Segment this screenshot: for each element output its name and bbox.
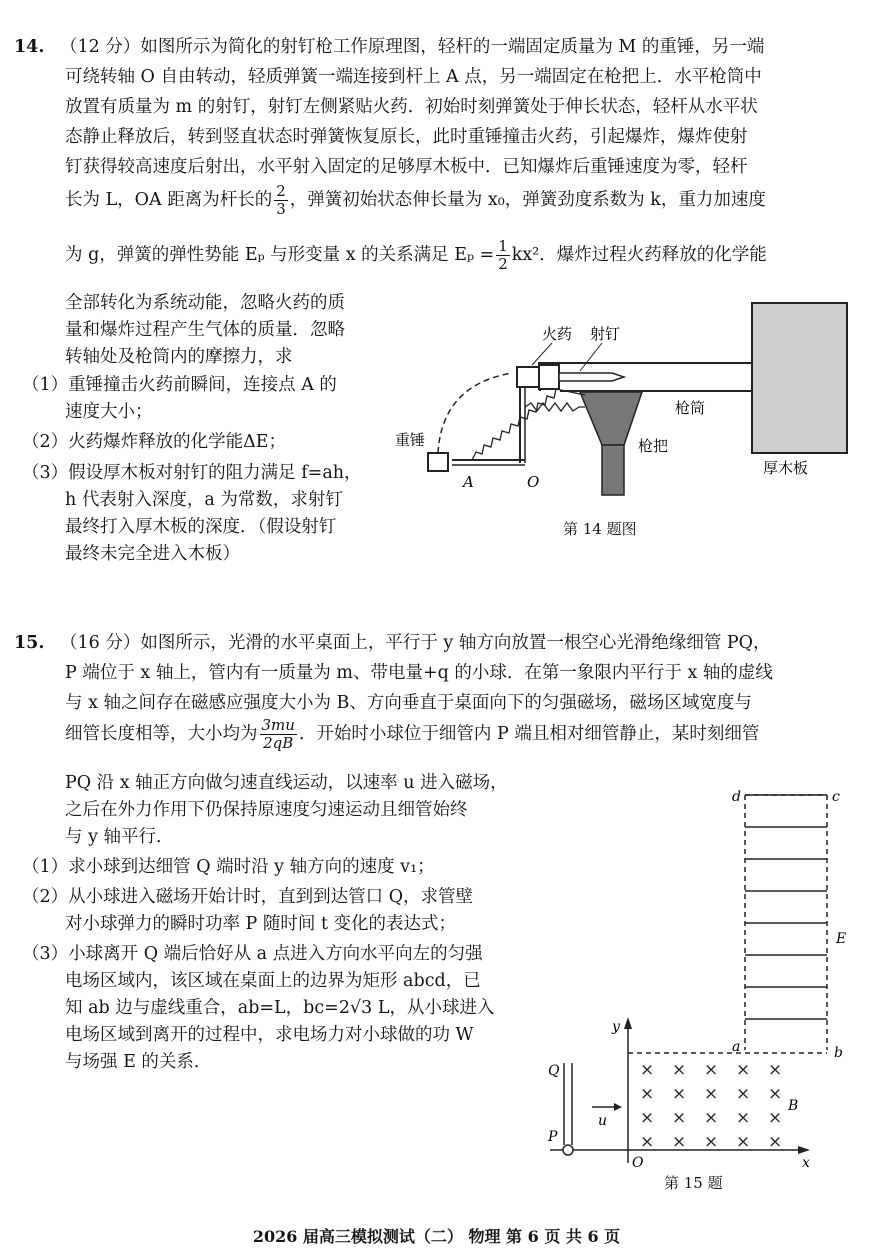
q15-sub3-line-1: （3）小球离开 Q 端后恰好从 a 点进入方向水平向左的匀强 — [22, 944, 483, 964]
svg-text:×: × — [768, 1084, 783, 1104]
label-hammer: 重锤 — [395, 431, 426, 449]
svg-text:×: × — [640, 1060, 655, 1080]
svg-text:×: × — [704, 1132, 719, 1152]
figure-15-caption: 第 15 题 — [664, 1174, 723, 1192]
fraction-one-half: $\frac{1}{2}$ — [498, 237, 508, 273]
svg-text:×: × — [704, 1108, 719, 1128]
q14-line-5: 钉获得较高速度后射出，水平射入固定的足够厚木板中．已知爆炸后重锤速度为零，轻杆 — [65, 157, 748, 177]
nail — [559, 373, 624, 381]
svg-text:×: × — [736, 1132, 751, 1152]
q14-sub3-line-4: 最终未完全进入木板） — [65, 544, 240, 564]
svg-text:×: × — [736, 1108, 751, 1128]
q15-left-line-3: 与 y 轴平行． — [65, 827, 174, 847]
q15-sub2-line-1: （2）从小球进入磁场开始计时，直到到达管口 Q，求管壁 — [22, 887, 474, 907]
q14-sub1-line-1: （1）重锤撞击火药前瞬间，连接点 A 的 — [22, 375, 337, 395]
q15-left-line-1: PQ 沿 x 轴正方向做匀速直线运动，以速率 u 进入磁场， — [65, 773, 508, 793]
label-a: a — [732, 1039, 741, 1055]
q14-left-line-2: 量和爆炸过程产生气体的质量．忽略 — [65, 320, 345, 340]
spring-stretched — [472, 389, 585, 460]
figure-14-nail-gun — [380, 295, 860, 545]
q14-line-3: 放置有质量为 m 的射钉，射钉左侧紧贴火药．初始时刻弹簧处于伸长状态，轻杆从水平状 — [65, 97, 758, 117]
q14-line-7: 为 g，弹簧的弹性势能 Eₚ 与形变量 x 的关系满足 Eₚ = $\frac{1}{2}$ kx²．爆炸过程火药释放的化学能 — [65, 237, 767, 273]
x-axis-arrow — [798, 1146, 810, 1154]
svg-text:×: × — [640, 1108, 655, 1128]
q15-line-1: （16 分）如图所示，光滑的水平桌面上，平行于 y 轴方向放置一根空心光滑绝缘细管 PQ， — [60, 633, 771, 653]
svg-text:×: × — [768, 1060, 783, 1080]
label-barrel: 枪筒 — [675, 399, 706, 417]
svg-text:×: × — [736, 1084, 751, 1104]
label-x: x — [802, 1155, 810, 1171]
label-board: 厚木板 — [763, 459, 809, 477]
q14-left-line-1: 全部转化为系统动能，忽略火药的质 — [65, 293, 345, 313]
label-E: E — [836, 931, 847, 947]
label-y: y — [612, 1019, 620, 1035]
q14-sub2: （2）火药爆炸释放的化学能ΔE； — [22, 432, 287, 452]
fraction-3mu-2qB: $\frac{3mu}{2qB}$ — [261, 716, 295, 752]
fraction-two-thirds: $\frac{2}{3}$ — [276, 182, 286, 218]
hammer-path-arc — [438, 373, 512, 453]
svg-text:×: × — [640, 1132, 655, 1152]
q14-sub3-line-2: h 代表射入深度，a 为常数，求射钉 — [65, 490, 343, 510]
spring-vertical-state — [525, 403, 585, 411]
label-P: P — [548, 1129, 558, 1145]
q15-line-4: 细管长度相等，大小均为 $\frac{3mu}{2qB}$ ．开始时小球位于细管内 P 端且相对细管静止，某时刻细管 — [65, 716, 760, 752]
label-u: u — [598, 1113, 608, 1129]
figure-15-field-diagram — [540, 785, 860, 1180]
label-handle: 枪把 — [638, 437, 669, 455]
q14-line-4: 态静止释放后，转到竖直状态时弹簧恢复原长，此时重锤撞击火药，引起爆炸，爆炸使射 — [65, 127, 748, 147]
label-B: B — [788, 1098, 799, 1114]
label-b: b — [834, 1045, 843, 1061]
q15-sub3-line-2: 电场区域内，该区域在桌面上的边界为矩形 abcd，已 — [65, 971, 481, 991]
q15-sub2-line-2: 对小球弹力的瞬时功率 P 随时间 t 变化的表达式； — [65, 914, 457, 934]
page-footer: 2026 届高三模拟测试（二） 物理 第 6 页 共 6 页 — [252, 1227, 621, 1246]
nail-block — [539, 365, 559, 389]
figure-14-caption: 第 14 题图 — [563, 520, 637, 538]
magnetic-field-crosses — [640, 1060, 782, 1152]
label-nail: 射钉 — [590, 325, 621, 343]
y-axis-arrow — [624, 1017, 632, 1029]
q14-sub3-line-1: （3）假设厚木板对射钉的阻力满足 f=ah， — [22, 463, 362, 483]
svg-text:×: × — [672, 1132, 687, 1152]
gun-handle — [602, 445, 624, 495]
q15-line-3: 与 x 轴之间存在磁感应强度大小为 B、方向垂直于桌面向下的匀强磁场，磁场区域宽度与 — [65, 693, 752, 713]
q14-number: 14. — [14, 37, 45, 57]
q15-left-line-2: 之后在外力作用下仍保持原速度匀速运动且细管始终 — [65, 800, 468, 820]
q14-line-1: （12 分）如图所示为简化的射钉枪工作原理图，轻杆的一端固定质量为 M 的重锤，另一端 — [60, 37, 765, 57]
q15-sub3-line-4: 电场区域到离开的过程中，求电场力对小球做的功 W — [65, 1025, 474, 1045]
label-O: O — [527, 473, 540, 491]
q14-line-6: 长为 L，OA 距离为杆长的 $\frac{2}{3}$ ，弹簧初始状态伸长量为 x₀，弹簧劲度系数为 k，重力加速度 — [65, 182, 766, 218]
label-Q: Q — [548, 1063, 560, 1079]
q14-sub1-line-2: 速度大小； — [65, 402, 153, 422]
svg-text:×: × — [768, 1132, 783, 1152]
svg-text:×: × — [672, 1108, 687, 1128]
hammer — [428, 453, 448, 471]
label-O: O — [632, 1155, 644, 1171]
q15-sub1: （1）求小球到达细管 Q 端时沿 y 轴方向的速度 v₁； — [22, 857, 435, 877]
label-A: A — [463, 473, 474, 491]
label-c: c — [832, 789, 840, 805]
label-d: d — [732, 789, 741, 805]
svg-text:×: × — [704, 1060, 719, 1080]
gun-handle-top — [580, 392, 642, 445]
label-powder: 火药 — [542, 325, 573, 343]
q14-left-line-3: 转轴处及枪筒内的摩擦力，求 — [65, 347, 293, 367]
svg-text:×: × — [704, 1084, 719, 1104]
svg-text:×: × — [640, 1084, 655, 1104]
svg-text:×: × — [672, 1060, 687, 1080]
powder-block — [517, 367, 539, 387]
q15-sub3-line-3: 知 ab 边与虚线重合，ab=L，bc=2√3 L，从小球进入 — [65, 998, 495, 1018]
q15-number: 15. — [14, 633, 45, 653]
svg-text:×: × — [768, 1108, 783, 1128]
q15-line-2: P 端位于 x 轴上，管内有一质量为 m、带电量+q 的小球．在第一象限内平行于 x 轴的虚线 — [65, 663, 773, 683]
ball — [563, 1145, 573, 1155]
q14-sub3-line-3: 最终打入厚木板的深度．（假设射钉 — [65, 517, 337, 537]
svg-text:×: × — [736, 1060, 751, 1080]
q15-sub3-line-5: 与场强 E 的关系． — [65, 1052, 212, 1072]
thick-board — [752, 303, 847, 453]
svg-text:×: × — [672, 1084, 687, 1104]
q14-line-2: 可绕转轴 O 自由转动，轻质弹簧一端连接到杆上 A 点，另一端固定在枪把上．水平枪筒中 — [65, 67, 762, 87]
